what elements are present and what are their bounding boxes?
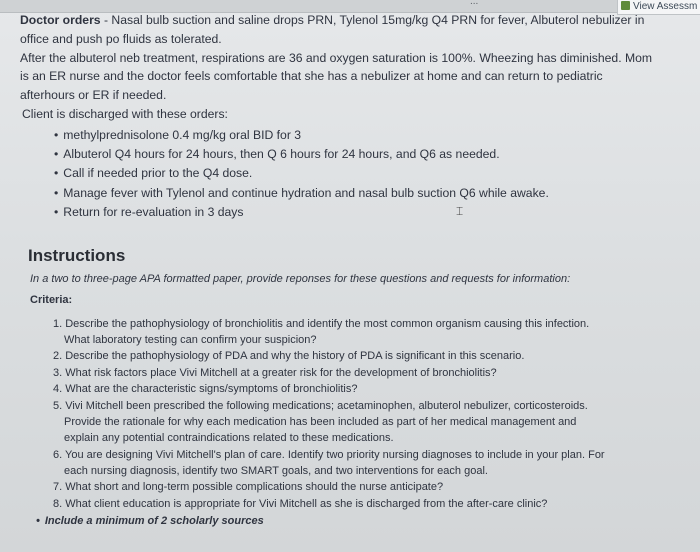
criteria-line-4: 3. What risk factors place Vivi Mitchell at a greater risk for the development of bronchiolitis? [53,367,497,379]
discharge-item-5: • Return for re-evaluation in 3 days [54,205,243,219]
top-tab-fragment: ... [470,0,479,7]
criteria-line-7: Provide the rationale for why each medication has been included as part of her medical management and [64,416,577,428]
doctor-orders-line-1 [20,13,644,27]
doctor-orders-title: Doctor orders [20,13,101,27]
criteria-line-9: 6. You are designing Vivi Mitchell's plan of care. Identify two priority nursing diagnoses to include in your plan. For [53,449,605,461]
text-cursor-icon: ⌶ [456,204,464,218]
discharge-item-3: • Call if needed prior to the Q4 dose. [54,166,252,180]
instructions-intro: In a two to three-page APA formatted paper, provide reponses for these questions and requests for information: [30,273,571,285]
after-neb-line-1: After the albuterol neb treatment, respirations are 36 and oxygen saturation is 100%. Wheezing has diminished. Mom [20,51,653,65]
discharge-item-4: • Manage fever with Tylenol and continue hydration and nasal bulb suction Q6 while awake. [54,186,549,200]
scholarly-sources-note: • Include a minimum of 2 scholarly sources [36,515,264,527]
criteria-line-5: 4. What are the characteristic signs/symptoms of bronchiolitis? [53,383,358,395]
criteria-line-2: What laboratory testing can confirm your suspicion? [64,334,317,346]
instructions-heading: Instructions [28,246,126,265]
assessment-icon [621,1,630,10]
discharge-item-2: • Albuterol Q4 hours for 24 hours, then Q 6 hours for 24 hours, and Q6 as needed. [54,147,500,161]
top-toolbar-strip [0,0,700,13]
criteria-line-10: each nursing diagnosis, identify two SMART goals, and two interventions for each goal. [64,465,488,477]
discharge-intro: Client is discharged with these orders: [22,107,228,121]
criteria-line-12: 8. What client education is appropriate for Vivi Mitchell as she is discharged from the after-care clinic? [53,498,548,510]
criteria-line-8: explain any potential contraindications related to these medications. [64,432,394,444]
criteria-line-11: 7. What short and long-term possible complications should the nurse anticipate? [53,481,444,493]
view-assessment-label: View Assessm [633,1,698,12]
criteria-label: Criteria: [30,294,73,306]
after-neb-line-2: is an ER nurse and the doctor feels comfortable that she has a nebulizer at home and can return to pediatric [20,69,603,83]
doctor-orders-text-1: - Nasal bulb suction and saline drops PRN, Tylenol 15mg/kg Q4 PRN for fever, Albuterol nebulizer in [100,13,645,27]
doctor-orders-line-2: office and push po fluids as tolerated. [20,32,222,46]
criteria-line-3: 2. Describe the pathophysiology of PDA and why the history of PDA is significant in this scenario. [53,350,525,362]
after-neb-line-3: afterhours or ER if needed. [20,88,167,102]
criteria-line-1: 1. Describe the pathophysiology of bronchiolitis and identify the most common organism causing this infection. [53,318,590,330]
criteria-line-6: 5. Vivi Mitchell been prescribed the following medications; acetaminophen, albuterol nebulizer, corticosteroids. [53,400,588,412]
discharge-item-1: • methylprednisolone 0.4 mg/kg oral BID for 3 [54,128,301,142]
